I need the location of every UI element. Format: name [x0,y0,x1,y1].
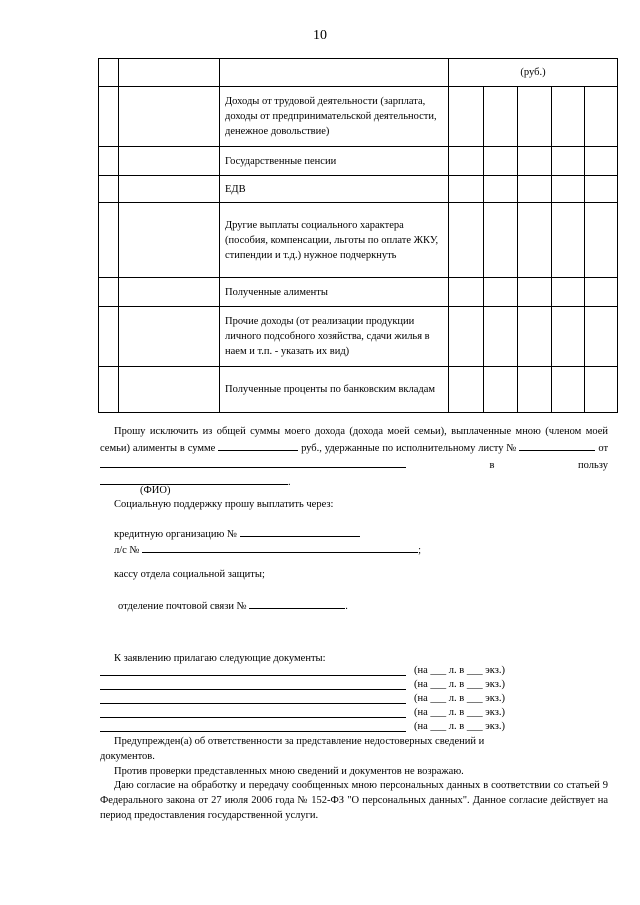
post-office-end: . [345,601,348,612]
post-office-field[interactable] [249,597,345,609]
alimony-text-3: от [598,443,609,454]
alimony-paragraph [100,424,608,490]
table-row [99,176,618,203]
document-line-3[interactable] [100,692,406,704]
cashbox-option: кассу отдела социальной защиты; [114,569,265,580]
writ-number-field[interactable] [519,439,595,451]
document-suffix: (на ___ л. в ___ экз.) [414,665,505,676]
payment-intro: Социальную поддержку прошу выплатить через: [114,499,334,510]
account-end: ; [418,545,422,556]
document-line-2[interactable] [100,678,406,690]
credit-org-field[interactable] [240,525,360,537]
row-label: Государственные пенсии [220,147,449,176]
row-label: Полученные алименты [220,278,449,307]
beneficiary-field[interactable] [100,473,288,485]
credit-org-label: кредитную организацию № [114,529,238,540]
row-label: Доходы от трудовой деятельности (зарплата, доходы от предпринимательской деятельности, денежное довольствие) [220,87,449,147]
account-row [114,541,421,558]
table-row [99,278,618,307]
row-label: Другие выплаты социального характера (пособия, компенсации, льготы по оплате ЖКУ, стипендии и т.д.) нужное подчеркнуть [220,203,449,278]
document-line-1[interactable] [100,664,406,676]
alimony-text-2: руб., удержанные по исполнительному листу № [301,443,517,454]
table-row [99,203,618,278]
alimony-text-5: . [288,477,291,488]
document-line-5[interactable] [100,720,406,732]
income-table [98,58,618,413]
warned-statement: Предупрежден(а) об ответственности за представление недостоверных сведений и документов. [100,736,485,762]
no-objection-statement: Против проверки представленных мною сведений и документов не возражаю. [114,766,464,777]
document-suffix: (на ___ л. в ___ экз.) [414,707,505,718]
row-label: Прочие доходы (от реализации продукции личного подсобного хозяйства, сдачи жилья в наем и т.п. - указать их вид) [220,307,449,367]
account-field[interactable] [142,541,418,553]
table-row [99,87,618,147]
table-row [99,147,618,176]
alimony-text-1: Прошу исключить из общей суммы моего дохода (дохода моей семьи), выплаченные мною (членом моей семьи) алименты в сумме [100,426,608,454]
document-suffix: (на ___ л. в ___ экз.) [414,721,505,732]
unit-label: (руб.) [449,59,618,87]
fio-caption: (ФИО) [140,485,171,496]
post-office-label: отделение почтовой связи № [118,601,247,612]
account-label: л/с № [114,545,140,556]
documents-intro: К заявлению прилагаю следующие документы: [114,653,326,664]
table-row [99,307,618,367]
alimony-text-4: в пользу [489,460,608,471]
document-line-4[interactable] [100,706,406,718]
writ-date-field[interactable] [100,456,406,468]
table-row [99,367,618,413]
consent-statement: Даю согласие на обработку и передачу сообщенных мною персональных данных в соответствии со статьей 9 Федерального закона от 27 июля 2006 года № 152-ФЗ "О персональных данных". Данное согласие действует на период предоставления государственной услуги. [100,780,608,821]
row-label: Полученные проценты по банковским вкладам [220,367,449,413]
document-suffix: (на ___ л. в ___ экз.) [414,679,505,690]
credit-org-row [114,525,360,542]
page-number: 10 [313,28,327,43]
post-office-row [118,597,348,614]
row-label: ЕДВ [220,176,449,203]
table-header-row [99,59,618,87]
document-suffix: (на ___ л. в ___ экз.) [414,693,505,704]
alimony-amount-field[interactable] [218,439,298,451]
